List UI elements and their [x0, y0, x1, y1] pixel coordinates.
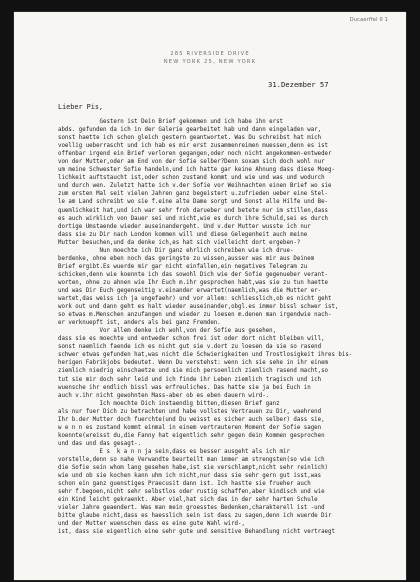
letter-line: Mutter besuchen,und da denke ich,es hat sich vielleicht dort ergeben-? [58, 239, 301, 246]
letter-line: und durch wen. Zuletzt hatte ich v.der Sofie vor Weihnachten einen Brief wo sie [58, 183, 332, 190]
letter-line: schwer etwas gefunden hat,was nicht die Schwierigkeiten und Trostlosigkeit ihres bis- [58, 352, 353, 359]
letter-body [58, 118, 380, 536]
letter-line: und der Mutter wuenschen dass es eine gute Wahl wird-, [58, 521, 245, 528]
letter-line: w e n n es zustand kommt einmal in einem vertrauteren Moment der Sofie sagen [58, 424, 322, 431]
letterhead-street: 285 RIVERSIDE DRIVE [170, 51, 250, 57]
letter-line: le am Land schreibt wo sie f.eine alte Dame sorgt und Sonst alle Hilfe und Be- [58, 199, 329, 206]
letter-line: bitte glaube nicht,dass es haesslich sein ist dass zu sagen,denn ich wuerde Dir [58, 513, 332, 520]
letter-line: worten, ohne zu ahnen wie Ihr Euch m.ihr gesprochen habt,was sie zu tun haette [58, 279, 329, 286]
letter-line: er verknuepft ist, anders als bei ganz Fremden. [58, 320, 221, 327]
letter-line: zum ersten Mal seit vielen Jahren ganz begeistert u.zufrieden ueber eine Stel- [58, 191, 329, 198]
letter-line: sonst naemlich faende ich es nicht gut sie v.dort zu loesen da sie so rasend [58, 344, 322, 351]
letter-line: Nun moechte ich Dir ganz ehrlich schreiben wie ich drue- [58, 247, 294, 254]
page-annotation: Ducaerffel 0 1 [349, 17, 388, 23]
letter-line: herigen Fabrikjobs bedeutet. Wenn Du verstehst: wenn ich sie sehe in ihr einem [58, 360, 329, 367]
letter-line: wie und ob sie kochen kann uhm ich nicht,nur dass sie sehr gern gut isst,was [58, 473, 322, 480]
letter-line: ein Kind leicht gekraenkt. Aber viel,hat sich das in der sehr harten Schule [58, 497, 318, 504]
letter-line: lichkeit auftstaucht ist,oder schon zustand kommt und wie und was und wodurch [58, 175, 325, 182]
letter-line: und das und das gesagt-. [58, 440, 142, 447]
letter-line: voellig ueberrascht und ich hab es mir erst zusammenreimen muessen,denn es ist [58, 143, 329, 150]
letter-line: die Sofie sein whom lang gesehen habe,ist sie verschlampt,nicht sehr reinlich) [58, 465, 329, 472]
letter-line: Ich moechte Dich instaendig bitten,diesen Brief ganz [58, 400, 280, 407]
letter-line: berdenke, ohne eben noch das geringste zu wissen,ausser was mir aus Deinem [58, 255, 315, 262]
letterhead-city: NEW YORK 25, NEW YORK [163, 59, 257, 65]
letter-date: 31.Dezember 57 [268, 80, 329, 89]
letter-line: vieler Jahre geaendert. Was man mein groesstes Bedenken,charakterell ist -und [58, 505, 325, 512]
letter-line: Vor allem denke ich wohl,von der Sofie aus gesehen, [58, 328, 277, 335]
letter-line: work out und dann geht es halt wieder auseinander,obgl.es immer bissl schwer ist, [58, 304, 339, 311]
salutation: Lieber Pis, [58, 103, 104, 111]
letter-line: auch v.ihr nicht gewohnten Mass-aber ob es eben dauern wird-. [58, 392, 270, 399]
letter-line: als nur fuer Dich zu betrachten und habe vollstes Vertrauen zu Dir, waehrend [58, 408, 322, 415]
letter-line: so etwas m.Menschen anzufangen und wieder zu loesen m.denen man irgendwie nach- [58, 312, 332, 319]
letter-line: quemlichkeit hat,und ich war sehr froh darueber und betete nur im stillen,dass [58, 207, 329, 214]
letter-line: dass sie es moechte und entweder schon frei ist oder dort nicht bleiben will, [58, 336, 325, 343]
letter-line: wuensche ihr endlich bissl was erfreuliches. Das hatte sie ja bei Euch in [58, 384, 311, 391]
letter-line: um meine Schwester Sofie handeln,und ich hatte gar keine Ahnung dass diese Moeg- [58, 167, 335, 174]
letter-line: Ihr b.der Mutter doch fuerchte(und Du weisst es sicher auch selber) dass sie, [58, 416, 325, 423]
letter-line: E s k a n n ja sein,dass es besser ausgeht als ich mir [58, 448, 290, 455]
letter-line: vorstelle,denn so nahe Verwandte beurteilt man immer am strengsten(so wie ich [58, 456, 325, 463]
letter-line: und was Dir Euch gegenseitig v.einander erwartet(naemlich,was die Mutter er- [58, 287, 322, 294]
letter-page [14, 12, 406, 580]
letter-line: es auch wirklich von Dauer sei und nicht,wie es durch ihre Schuld,sei es durch [58, 215, 329, 222]
letter-line: Brief ergibt.Es wuerde mir gar nicht einfallen,ein negatives Telegram zu [58, 263, 308, 270]
letter-line: schicken,denn wie koennte ich das sowohl Dich wie der Sofie gegenueber verant- [58, 271, 329, 278]
letter-line: sehr f.begoen,nicht sehr selbstlos oder rustig schaffen,aber kindisch und wie [58, 489, 325, 496]
letter-line: ziemlich niedrig einschaetze und sie mich persoenlich ziemlich rasend macht,so [58, 368, 329, 375]
letter-line: ist, dass sie eigentlich eine sehr gute und sensitive Behandlung nicht vertraegt [58, 529, 335, 536]
letter-line: wartet,das weiss ich ja ungefaehr) und vor allem: schliesslich,ob es nicht geht [58, 296, 332, 303]
letter-line: Gestern ist Dein Brief gekommen und ich habe ihn erst [58, 119, 284, 125]
letter-line: offenbar irgend ein Brief verloren gegangen,oder noch nicht angekommen-entweder [58, 151, 332, 158]
letter-line: sonst haette ich schon gleich gestern geantwortet. Was Du schreibst hat mich [58, 135, 322, 142]
letter-line: dortige Umstaende wieder auseinandergeht. Und v.der Mutter wusste ich nur [58, 223, 311, 230]
letter-line: schon ein ganz guenstiges Praecusit dann ist. Ich hastte sie frueher auch [58, 481, 311, 488]
letter-line: koennte(wreisst du,die Fanny hat eigentlich sehr gegen dein Kommen gesprochen [58, 432, 325, 439]
letter-line: von der Mutter,oder am End von der Sofie selber?Denn soxam sich doch wohl nur [58, 159, 325, 166]
letter-line: abds. gefunden da ich in der Galerie gearbeitet hab und dann eingeladen war, [58, 127, 322, 134]
letter-line: tut sie mir doch sehr leid und ich finde ihr Leben ziemlich tragisch und ich [58, 376, 322, 383]
letter-line: dass sie zu Dir nach London kommen will und diese Gelegenheit auch meine [58, 231, 308, 238]
